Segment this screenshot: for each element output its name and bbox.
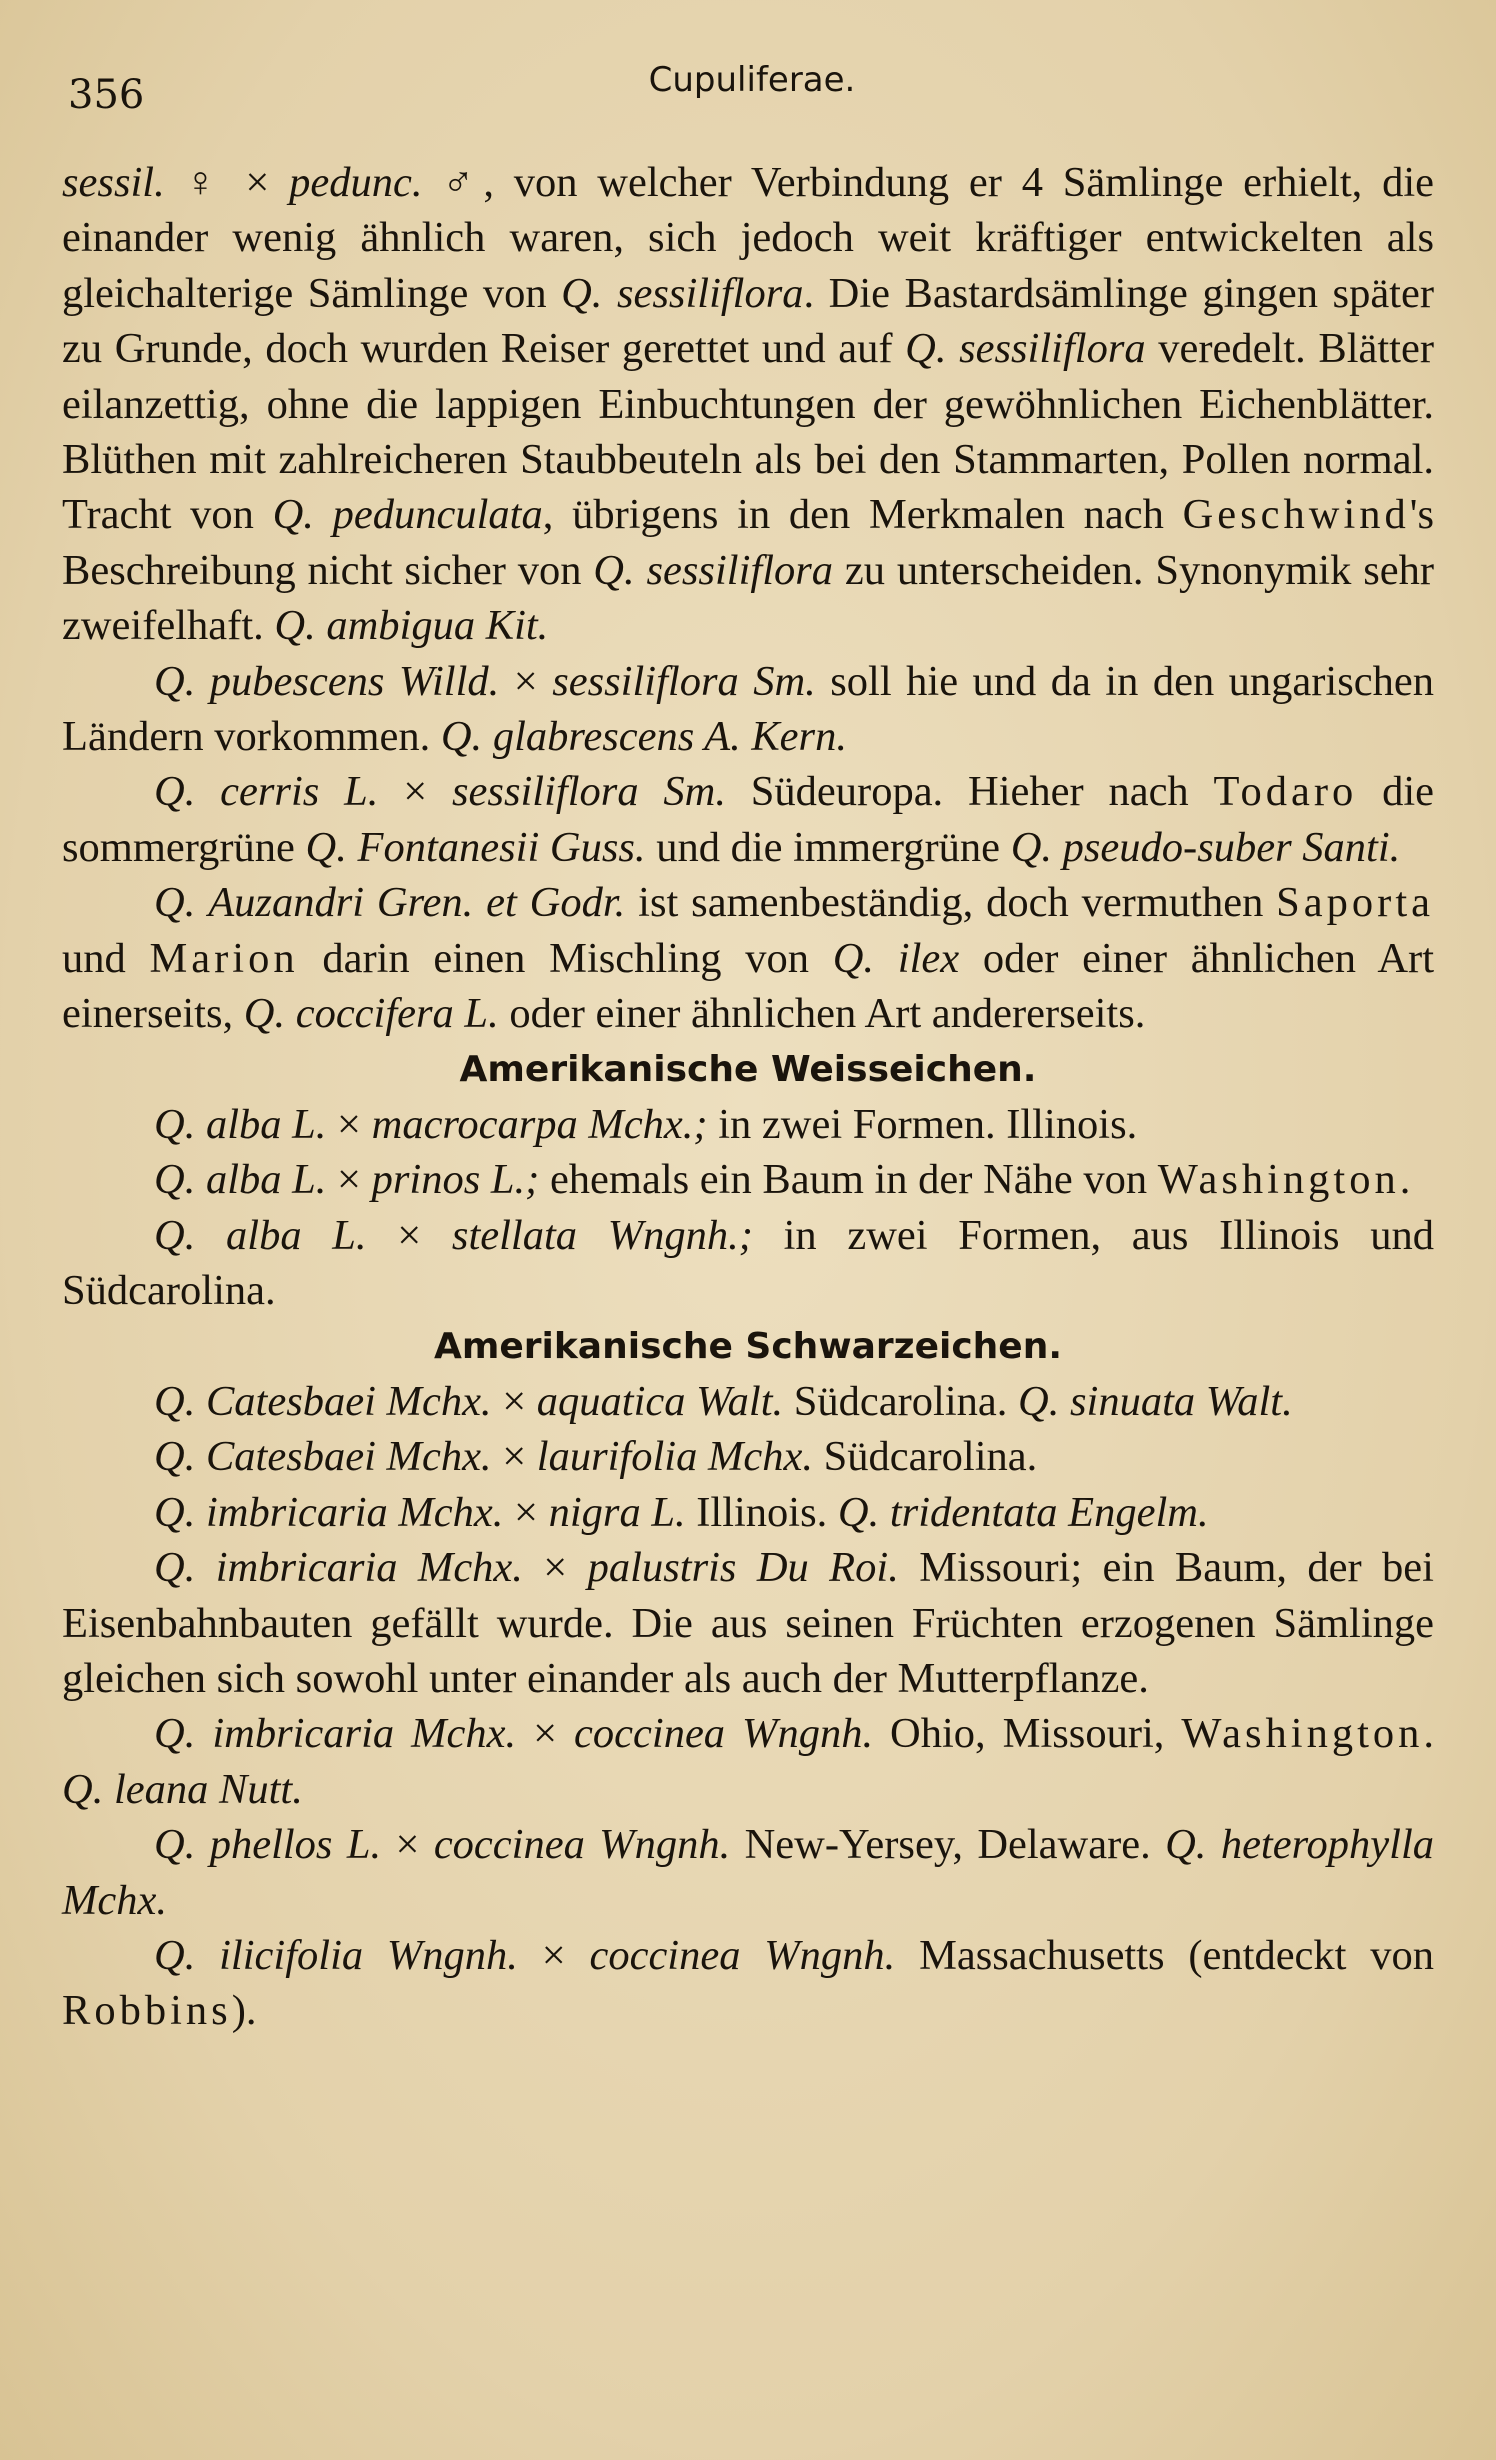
paragraph: Q. alba L. × macrocarpa Mchx.; in zwei Formen. Illinois. <box>154 1100 1138 1148</box>
page-header <box>68 60 1436 120</box>
paragraph: Q. imbricaria Mchx. × coccinea Wngnh. Ohio, Missouri, Washington. Q. leana Nutt. <box>62 1710 1435 1813</box>
paragraph: Q. imbricaria Mchx. × nigra L. Illinois. Q. tridentata Engelm. <box>154 1488 1209 1536</box>
paragraph: Q. pubescens Willd. × sessiliflora Sm. soll hie und da in den ungarischen Ländern vorkommen. Q. glabrescens A. Kern. <box>62 657 1435 761</box>
paragraph: Q. alba L. × prinos L.; ehemals ein Baum in der Nähe von Washington. <box>154 1156 1411 1204</box>
paragraph: Q. Auzandri Gren. et Godr. ist samenbeständig, doch vermuthen Saporta und Marion darin einen Mischling von Q. ilex oder einer ähnlichen Art einerseits, Q. coccifera L. oder einer ähnlichen Art andererseits. <box>62 879 1435 1038</box>
paragraph: Q. alba L. × stellata Wngnh.; in zwei Formen, aus Illinois und Südcarolina. <box>62 1211 1435 1315</box>
paragraph: Q. ilicifolia Wngnh. × coccinea Wngnh. Massachusetts (entdeckt von Robbins). <box>62 1932 1435 2035</box>
paragraph: Q. cerris L. × sessiliflora Sm. Südeuropa. Hieher nach Todaro die sommergrüne Q. Fontanesii Guss. und die immergrüne Q. pseudo-suber Santi. <box>62 768 1435 871</box>
page-number: 356 <box>68 72 145 118</box>
paragraph: Q. Catesbaei Mchx. × laurifolia Mchx. Südcarolina. <box>154 1433 1038 1481</box>
section-heading: Amerikanische Schwarzeichen. <box>433 1325 1063 1367</box>
paragraph: sessil. ♀ × pedunc. ♂, von welcher Verbindung er 4 Sämlinge erhielt, die einander wenig ähnlich waren, sich jedoch weit kräftiger entwickelten als gleichalterige Sämlinge von Q. sessiliflora. Die Bastardsämlinge gingen später zu Grunde, doch wurden Reiser gerettet und auf Q. sessiliflora veredelt. Blätter eilanzettig, ohne die lappigen Einbuchtungen der gewöhnlichen Eichenblätter. Blüthen mit zahlreicheren Staubbeuteln als bei den Stammarten, Pollen normal. Tracht von Q. pedunculata, übrigens in den Merkmalen nach Geschwind's Beschreibung nicht sicher von Q. sessiliflora zu unterscheiden. Synonymik sehr zweifelhaft. Q. ambigua Kit. <box>62 159 1435 650</box>
section-heading: Amerikanische Weisseichen. <box>459 1048 1037 1090</box>
paragraph: Q. Catesbaei Mchx. × aquatica Walt. Südcarolina. Q. sinuata Walt. <box>154 1377 1293 1425</box>
paragraph: Q. phellos L. × coccinea Wngnh. New-Yersey, Delaware. Q. heterophylla Mchx. <box>62 1821 1435 1924</box>
paragraph: Q. imbricaria Mchx. × palustris Du Roi. Missouri; ein Baum, der bei Eisenbahnbauten gefällt wurde. Die aus seinen Früchten erzogenen Sämlinge gleichen sich sowohl unter einander als auch der Mutterpflanze. <box>62 1544 1434 1702</box>
page-body <box>62 155 1434 2039</box>
running-title: Cupuliferae. <box>648 60 856 100</box>
